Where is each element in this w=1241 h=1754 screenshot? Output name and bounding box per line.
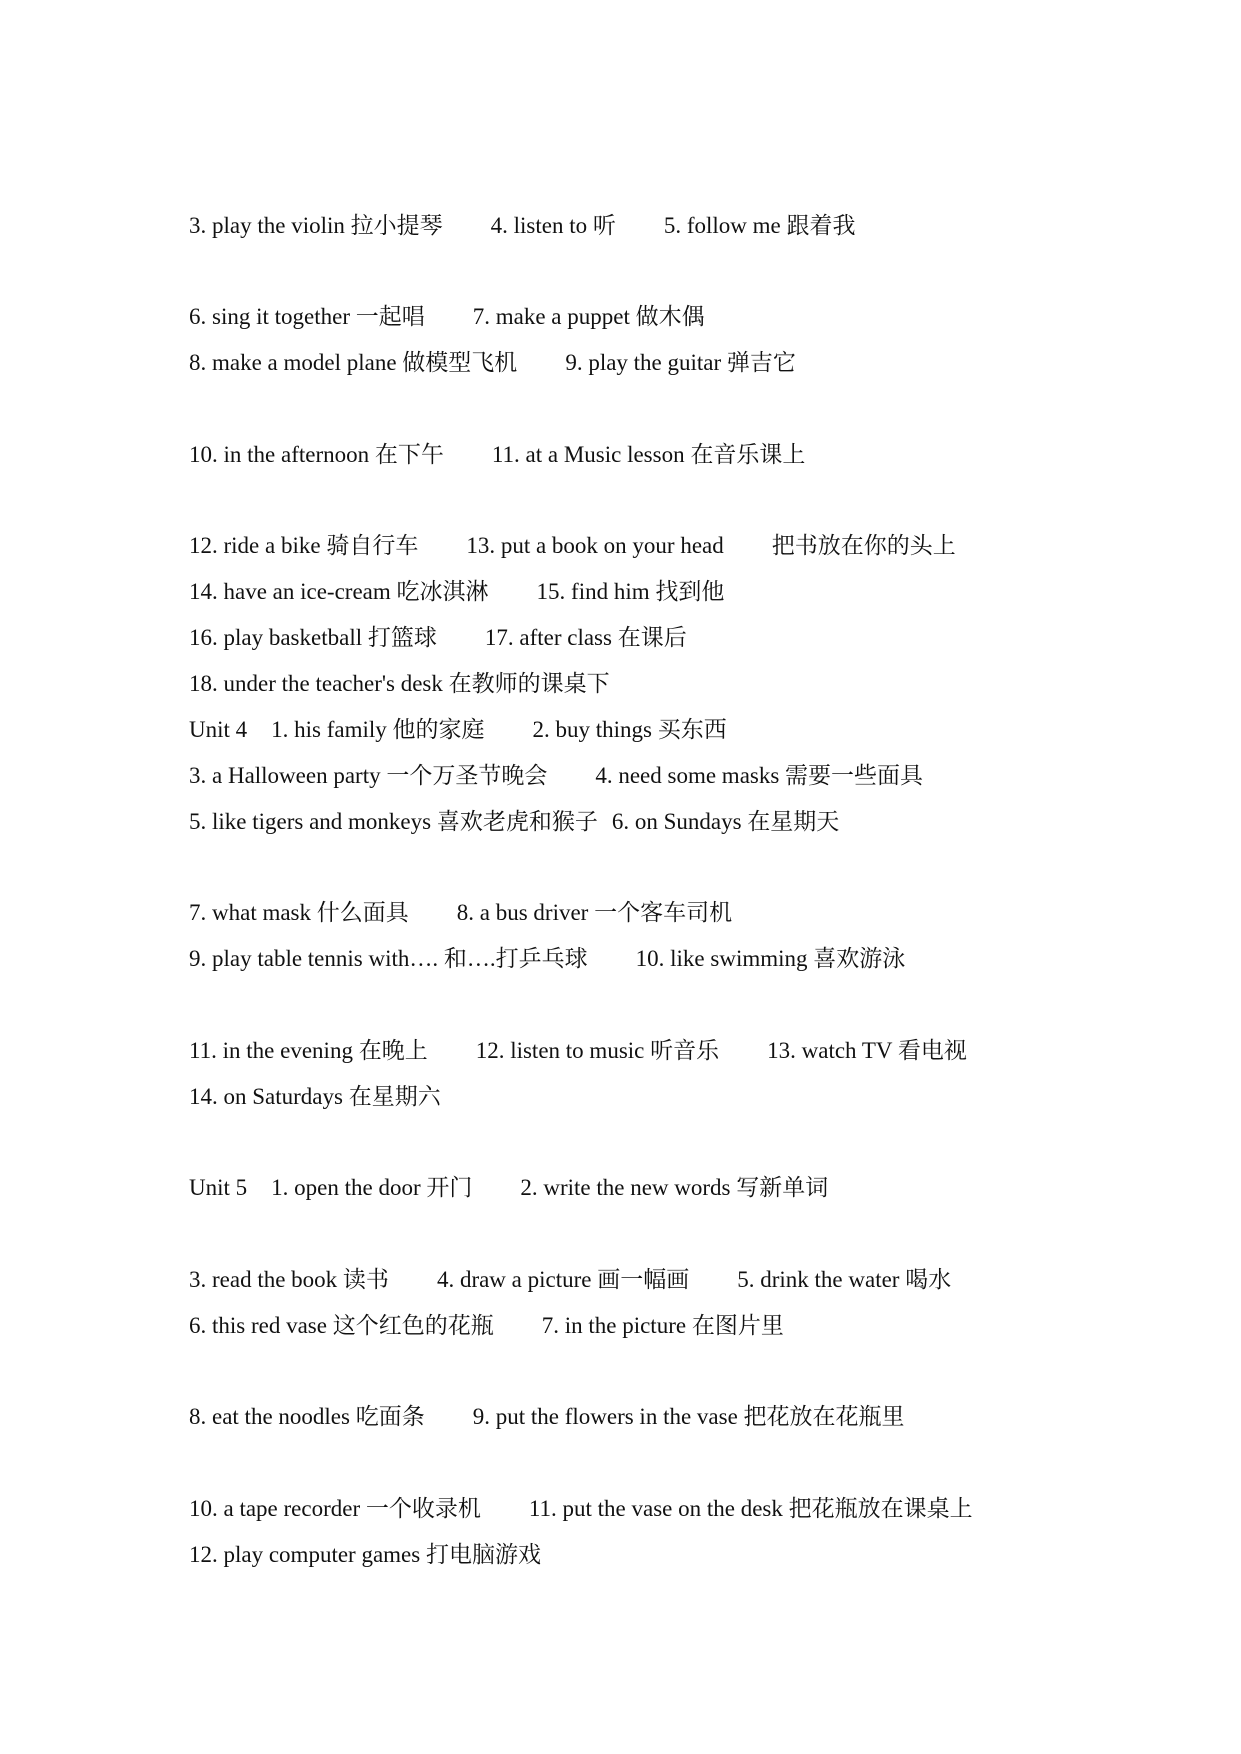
vocab-entry: 4. listen to 听	[490, 213, 616, 238]
vocab-entry: 5. follow me 跟着我	[663, 213, 856, 238]
vocab-entry: 9. put the flowers in the vase 把花放在花瓶里	[472, 1404, 905, 1429]
vocab-entry: 16. play basketball 打篮球	[189, 625, 437, 650]
unit-5-line	[189, 1173, 828, 1203]
vocab-entry: 8. make a model plane 做模型飞机	[189, 350, 518, 375]
vocab-entry: 10. a tape recorder 一个收录机	[189, 1496, 481, 1521]
vocab-entry: 8. eat the noodles 吃面条	[189, 1404, 425, 1429]
vocab-entry: 10. like swimming 喜欢游泳	[635, 946, 906, 971]
vocab-line	[189, 1494, 973, 1524]
vocab-entry: 2. write the new words 写新单词	[520, 1175, 829, 1200]
vocab-entry: 8. a bus driver 一个客车司机	[456, 900, 733, 925]
vocab-entry: 9. play table tennis with…. 和….打乒乓球	[189, 946, 588, 971]
vocab-line	[189, 302, 705, 332]
vocab-entry: 11. put the vase on the desk 把花瓶放在课桌上	[528, 1496, 973, 1521]
vocab-entry: 12. listen to music 听音乐	[475, 1038, 720, 1063]
vocab-entry: 14. on Saturdays 在星期六	[189, 1084, 441, 1109]
vocab-entry: 13. put a book on your head	[466, 533, 724, 558]
vocab-entry: 18. under the teacher's desk 在教师的课桌下	[189, 671, 610, 696]
vocab-entry: 6. this red vase 这个红色的花瓶	[189, 1313, 494, 1338]
vocab-entry: 9. play the guitar 弹吉它	[565, 350, 796, 375]
vocab-entry: 12. play computer games 打电脑游戏	[189, 1542, 541, 1567]
vocab-line	[189, 669, 610, 699]
vocab-entry: 14. have an ice-cream 吃冰淇淋	[189, 579, 489, 604]
vocab-entry: 把书放在你的头上	[771, 533, 956, 558]
vocab-entry: 6. sing it together 一起唱	[189, 304, 425, 329]
vocab-entry: 5. drink the water 喝水	[737, 1267, 952, 1292]
vocab-line	[189, 531, 956, 561]
vocab-line	[189, 1402, 905, 1432]
vocab-entry: 3. a Halloween party 一个万圣节晚会	[189, 763, 548, 788]
vocab-line	[189, 577, 724, 607]
vocab-entry: 11. at a Music lesson 在音乐课上	[491, 442, 806, 467]
vocab-line	[189, 807, 839, 837]
vocab-entry: 4. need some masks 需要一些面具	[595, 763, 924, 788]
vocab-line	[189, 1082, 441, 1112]
vocab-entry: 7. in the picture 在图片里	[541, 1313, 784, 1338]
vocab-line	[189, 1036, 967, 1066]
vocab-line	[189, 944, 905, 974]
vocab-line	[189, 1311, 784, 1341]
vocab-line	[189, 440, 805, 470]
vocab-entry: 11. in the evening 在晚上	[189, 1038, 428, 1063]
vocab-line	[189, 761, 923, 791]
unit-heading: Unit 4	[189, 717, 248, 742]
vocab-entry: 10. in the afternoon 在下午	[189, 442, 444, 467]
vocab-entry: 5. like tigers and monkeys 喜欢老虎和猴子	[189, 809, 598, 834]
vocab-entry: 12. ride a bike 骑自行车	[189, 533, 419, 558]
unit-heading: Unit 5	[189, 1175, 248, 1200]
vocab-entry: 7. what mask 什么面具	[189, 900, 409, 925]
vocab-line	[189, 211, 856, 241]
vocab-entry: 3. read the book 读书	[189, 1267, 389, 1292]
vocab-entry: 17. after class 在课后	[484, 625, 687, 650]
vocab-entry: 1. his family 他的家庭	[271, 717, 485, 742]
vocab-entry: 13. watch TV 看电视	[767, 1038, 967, 1063]
vocab-entry: 3. play the violin 拉小提琴	[189, 213, 443, 238]
vocab-line	[189, 898, 732, 928]
vocab-line	[189, 348, 796, 378]
unit-4-line	[189, 715, 727, 745]
vocab-entry: 1. open the door 开门	[271, 1175, 473, 1200]
vocab-entry: 4. draw a picture 画一幅画	[436, 1267, 690, 1292]
vocab-line	[189, 1265, 951, 1295]
vocab-line	[189, 623, 687, 653]
vocab-entry: 6. on Sundays 在星期天	[611, 809, 840, 834]
vocab-entry: 15. find him 找到他	[536, 579, 725, 604]
vocab-entry: 7. make a puppet 做木偶	[472, 304, 705, 329]
vocab-line	[189, 1540, 541, 1570]
vocab-entry: 2. buy things 买东西	[532, 717, 727, 742]
